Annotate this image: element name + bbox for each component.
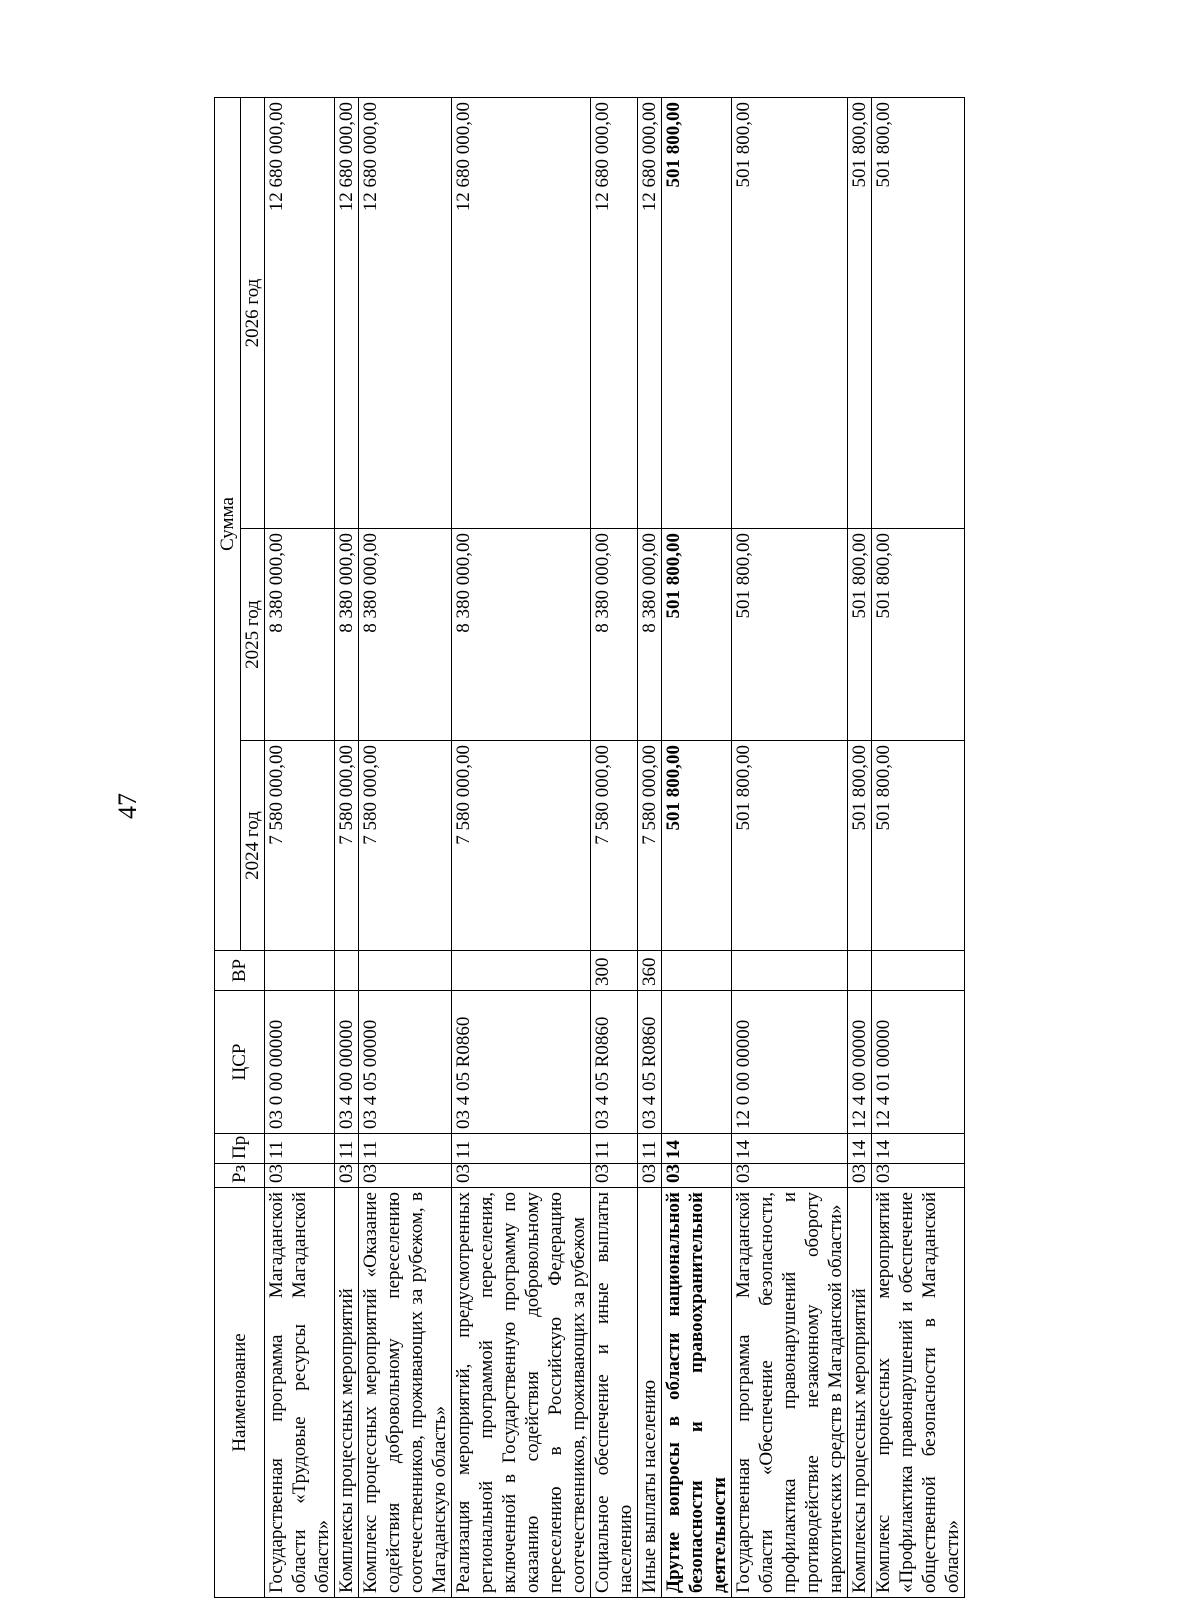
row-rz: 03 xyxy=(335,1164,359,1188)
row-sum-2024: 7 580 000,00 xyxy=(638,741,662,951)
row-name: Государственная программа Магаданской области «Трудовые ресурсы Магаданской области» xyxy=(265,1188,335,1598)
row-vr: 300 xyxy=(591,951,638,991)
row-vr xyxy=(359,951,452,991)
row-rz: 03 xyxy=(359,1164,452,1188)
row-pr: 11 xyxy=(452,1134,591,1164)
row-vr: 360 xyxy=(638,951,662,991)
table-row-bold xyxy=(662,98,732,1598)
row-sum-2026: 12 680 000,00 xyxy=(359,98,452,529)
row-rz: 03 xyxy=(265,1164,335,1188)
row-sum-2025: 8 380 000,00 xyxy=(335,529,359,741)
row-name: Комплексы процессных мероприятий xyxy=(848,1188,872,1598)
row-sum-2025: 8 380 000,00 xyxy=(638,529,662,741)
table-row xyxy=(638,98,662,1598)
row-sum-2025: 501 800,00 xyxy=(662,529,732,741)
row-sum-2025: 8 380 000,00 xyxy=(591,529,638,741)
row-sum-2026: 12 680 000,00 xyxy=(452,98,591,529)
row-vr xyxy=(662,951,732,991)
row-csr: 03 4 05 R0860 xyxy=(638,991,662,1134)
row-pr: 14 xyxy=(662,1134,732,1164)
row-sum-2026: 501 800,00 xyxy=(732,98,848,529)
row-csr: 12 0 00 00000 xyxy=(732,991,848,1134)
row-sum-2026: 12 680 000,00 xyxy=(335,98,359,529)
row-sum-2026: 501 800,00 xyxy=(872,98,965,529)
row-rz: 03 xyxy=(638,1164,662,1188)
row-sum-2024: 7 580 000,00 xyxy=(591,741,638,951)
header-pr: Пр xyxy=(215,1134,265,1164)
row-sum-2026: 12 680 000,00 xyxy=(265,98,335,529)
row-name: Комплекс процессных мероприятий «Профилактика правонарушений и обеспечение общественной безопасности в Магаданской области» xyxy=(872,1188,965,1598)
row-sum-2024: 7 580 000,00 xyxy=(452,741,591,951)
row-sum-2025: 8 380 000,00 xyxy=(265,529,335,741)
header-rz: Рз xyxy=(215,1164,265,1188)
row-sum-2024: 501 800,00 xyxy=(732,741,848,951)
page-number: 47 xyxy=(113,793,142,819)
row-sum-2025: 501 800,00 xyxy=(848,529,872,741)
row-csr: 03 4 00 00000 xyxy=(335,991,359,1134)
row-csr: 12 4 01 00000 xyxy=(872,991,965,1134)
row-name: Иные выплаты населению xyxy=(638,1188,662,1598)
row-name: Комплексы процессных мероприятий xyxy=(335,1188,359,1598)
table-row xyxy=(591,98,638,1598)
row-pr: 14 xyxy=(732,1134,848,1164)
rotated-table-frame xyxy=(214,98,963,1598)
row-rz: 03 xyxy=(732,1164,848,1188)
row-rz: 03 xyxy=(591,1164,638,1188)
row-csr: 03 4 05 00000 xyxy=(359,991,452,1134)
row-vr xyxy=(732,951,848,991)
row-sum-2024: 7 580 000,00 xyxy=(359,741,452,951)
row-rz: 03 xyxy=(452,1164,591,1188)
row-csr: 03 4 05 R0860 xyxy=(591,991,638,1134)
row-vr xyxy=(848,951,872,991)
row-name: Социальное обеспечение и иные выплаты населению xyxy=(591,1188,638,1598)
table-row xyxy=(335,98,359,1598)
header-vr: ВР xyxy=(215,951,265,991)
row-pr: 14 xyxy=(848,1134,872,1164)
row-sum-2024: 501 800,00 xyxy=(872,741,965,951)
row-name: Комплекс процессных мероприятий «Оказание содействия добровольному переселению соотечественников, проживающих за рубежом, в Магаданскую область» xyxy=(359,1188,452,1598)
header-2026: 2026 год xyxy=(241,98,265,529)
row-csr xyxy=(662,991,732,1134)
row-rz: 03 xyxy=(848,1164,872,1188)
row-sum-2024: 7 580 000,00 xyxy=(265,741,335,951)
row-pr: 11 xyxy=(335,1134,359,1164)
row-sum-2026: 12 680 000,00 xyxy=(591,98,638,529)
header-row-1 xyxy=(215,98,241,1598)
header-name: Наименование xyxy=(215,1188,265,1598)
row-vr xyxy=(452,951,591,991)
table-row xyxy=(359,98,452,1598)
row-sum-2024: 501 800,00 xyxy=(848,741,872,951)
header-2025: 2025 год xyxy=(241,529,265,741)
row-rz: 03 xyxy=(662,1164,732,1188)
row-csr: 12 4 00 00000 xyxy=(848,991,872,1134)
row-name: Государственная программа Магаданской области «Обеспечение безопасности, профилактика правонарушений и противодействие незаконному обороту наркотических средств в Магаданской области» xyxy=(732,1188,848,1598)
row-pr: 11 xyxy=(638,1134,662,1164)
header-2024: 2024 год xyxy=(241,741,265,951)
row-sum-2024: 501 800,00 xyxy=(662,741,732,951)
row-csr: 03 4 05 R0860 xyxy=(452,991,591,1134)
row-name: Реализация мероприятий, предусмотренных региональной программой переселения, включенной в Государственную программу по оказанию содействия добровольному переселению в Российскую Федерацию соотечественников, проживающих за рубежом xyxy=(452,1188,591,1598)
row-name: Другие вопросы в области национальной безопасности и правоохранительной деятельности xyxy=(662,1188,732,1598)
row-sum-2026: 501 800,00 xyxy=(848,98,872,529)
table-row xyxy=(732,98,848,1598)
row-sum-2026: 12 680 000,00 xyxy=(638,98,662,529)
table-row xyxy=(265,98,335,1598)
header-sum: Сумма xyxy=(215,98,241,951)
budget-table xyxy=(214,97,965,1598)
row-pr: 11 xyxy=(591,1134,638,1164)
row-sum-2024: 7 580 000,00 xyxy=(335,741,359,951)
table-row xyxy=(452,98,591,1598)
row-pr: 11 xyxy=(359,1134,452,1164)
rotated-page xyxy=(214,98,963,1598)
row-sum-2025: 501 800,00 xyxy=(872,529,965,741)
row-rz: 03 xyxy=(872,1164,965,1188)
row-sum-2025: 8 380 000,00 xyxy=(452,529,591,741)
table-row xyxy=(872,98,965,1598)
row-sum-2025: 8 380 000,00 xyxy=(359,529,452,741)
header-csr: ЦСР xyxy=(215,991,265,1134)
row-vr xyxy=(872,951,965,991)
row-csr: 03 0 00 00000 xyxy=(265,991,335,1134)
row-sum-2026: 501 800,00 xyxy=(662,98,732,529)
row-sum-2025: 501 800,00 xyxy=(732,529,848,741)
row-pr: 11 xyxy=(265,1134,335,1164)
row-pr: 14 xyxy=(872,1134,965,1164)
row-vr xyxy=(265,951,335,991)
row-vr xyxy=(335,951,359,991)
table-row xyxy=(848,98,872,1598)
